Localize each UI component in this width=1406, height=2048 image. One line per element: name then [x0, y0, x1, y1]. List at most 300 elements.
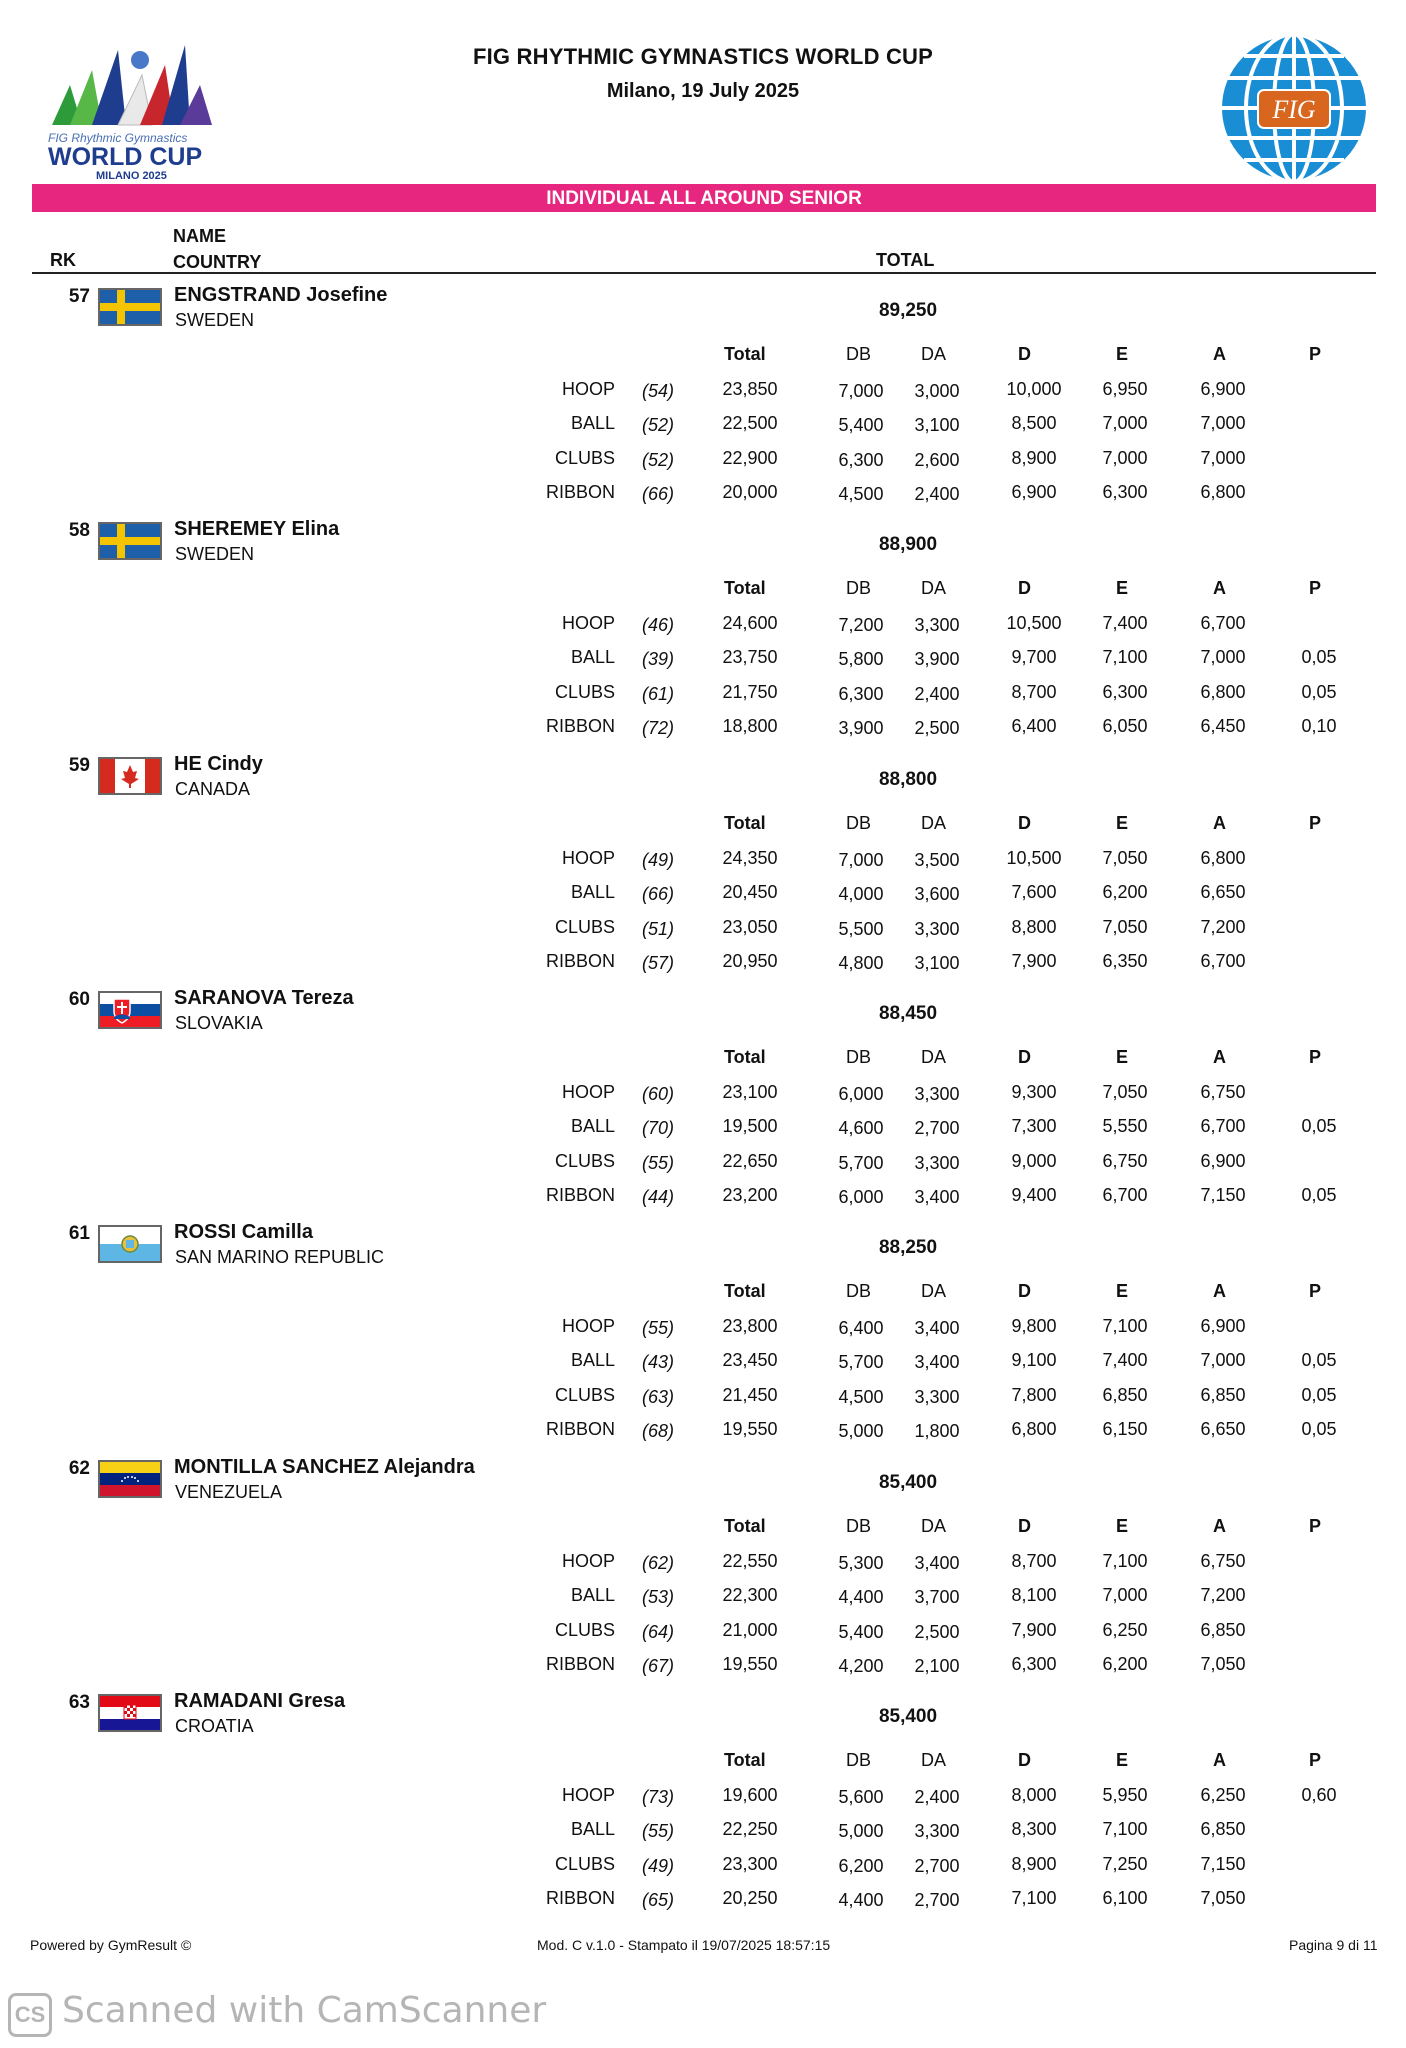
apparatus-d: 8,300 [1011, 1819, 1057, 1839]
apparatus-total: 22,650 [722, 1151, 778, 1171]
apparatus-p: 0,05 [1301, 1419, 1337, 1439]
apparatus-row [0, 1854, 1406, 1884]
athlete-name: HE Cindy [174, 753, 263, 775]
athlete-rank: 60 [68, 989, 90, 1010]
apparatus-name: RIBBON [545, 1419, 615, 1439]
subheader-da: DA [921, 1516, 947, 1536]
apparatus-d: 9,700 [1011, 647, 1057, 667]
apparatus-a: 7,000 [1200, 448, 1246, 468]
apparatus-row [0, 716, 1406, 746]
apparatus-name: HOOP [561, 1082, 615, 1102]
apparatus-a: 6,650 [1200, 1419, 1246, 1439]
apparatus-a: 7,200 [1200, 1585, 1246, 1605]
apparatus-d: 8,900 [1011, 1854, 1057, 1874]
athlete-total: 85,400 [878, 1706, 938, 1727]
subheader-db: DB [846, 578, 872, 598]
athlete-rank: 57 [68, 286, 90, 307]
apparatus-name: HOOP [561, 1785, 615, 1805]
apparatus-p: 0,05 [1301, 647, 1337, 667]
apparatus-a: 7,150 [1200, 1185, 1246, 1205]
apparatus-name: BALL [570, 647, 615, 667]
apparatus-row [0, 448, 1406, 478]
apparatus-d: 8,800 [1011, 917, 1057, 937]
subheader-da: DA [921, 1047, 947, 1067]
apparatus-total: 22,550 [722, 1551, 778, 1571]
apparatus-p: 0,05 [1301, 1116, 1337, 1136]
apparatus-db: 4,600 [838, 1118, 884, 1138]
subheader-a: A [1213, 344, 1226, 364]
apparatus-total: 22,250 [722, 1819, 778, 1839]
subheader-total: Total [724, 813, 766, 833]
apparatus-db: 6,000 [838, 1187, 884, 1207]
apparatus-db: 4,400 [838, 1890, 884, 1910]
apparatus-da: 3,300 [914, 1387, 960, 1407]
apparatus-d: 9,800 [1011, 1316, 1057, 1336]
apparatus-rank: (57) [641, 953, 674, 973]
apparatus-row [0, 1785, 1406, 1815]
subheader-db: DB [846, 1750, 872, 1770]
apparatus-name: RIBBON [545, 1185, 615, 1205]
apparatus-total: 21,750 [722, 682, 778, 702]
apparatus-d: 10,500 [1006, 613, 1062, 633]
apparatus-da: 3,500 [914, 850, 960, 870]
apparatus-db: 7,200 [838, 615, 884, 635]
apparatus-e: 5,550 [1102, 1116, 1148, 1136]
apparatus-name: CLUBS [554, 682, 615, 702]
apparatus-d: 6,300 [1011, 1654, 1057, 1674]
apparatus-total: 24,600 [722, 613, 778, 633]
apparatus-name: HOOP [561, 1551, 615, 1571]
apparatus-da: 3,400 [914, 1187, 960, 1207]
apparatus-row [0, 647, 1406, 677]
apparatus-e: 7,100 [1102, 1551, 1148, 1571]
apparatus-d: 6,900 [1011, 482, 1057, 502]
document-subtitle: Milano, 19 July 2025 [606, 80, 800, 102]
apparatus-db: 6,000 [838, 1084, 884, 1104]
apparatus-db: 3,900 [838, 718, 884, 738]
subheader-p: P [1309, 1750, 1322, 1770]
apparatus-da: 2,700 [914, 1890, 960, 1910]
apparatus-db: 4,000 [838, 884, 884, 904]
header-divider [32, 272, 1376, 274]
apparatus-a: 7,000 [1200, 1350, 1246, 1370]
apparatus-e: 7,050 [1102, 917, 1148, 937]
apparatus-e: 7,400 [1102, 1350, 1148, 1370]
subheader-e: E [1116, 344, 1129, 364]
apparatus-e: 6,700 [1102, 1185, 1148, 1205]
apparatus-da: 2,600 [914, 450, 960, 470]
subheader-d: D [1018, 344, 1031, 364]
apparatus-total: 23,300 [722, 1854, 778, 1874]
apparatus-a: 6,900 [1200, 379, 1246, 399]
athlete-country: SLOVAKIA [175, 1013, 263, 1033]
apparatus-e: 6,200 [1102, 882, 1148, 902]
apparatus-rank: (55) [641, 1153, 674, 1173]
column-header-total: TOTAL [876, 250, 935, 270]
subheader-a: A [1213, 813, 1226, 833]
subheader-p: P [1309, 1281, 1322, 1301]
athlete-block [0, 755, 1406, 989]
apparatus-name: RIBBON [545, 482, 615, 502]
apparatus-rank: (62) [641, 1553, 674, 1573]
apparatus-rank: (53) [641, 1587, 674, 1607]
apparatus-e: 6,300 [1102, 482, 1148, 502]
athlete-total: 85,400 [878, 1472, 938, 1493]
apparatus-d: 9,300 [1011, 1082, 1057, 1102]
apparatus-e: 5,950 [1102, 1785, 1148, 1805]
apparatus-da: 3,300 [914, 919, 960, 939]
column-header-country: COUNTRY [173, 252, 262, 272]
logo-wordmark: WORLD CUP [48, 143, 203, 171]
apparatus-d: 10,500 [1006, 848, 1062, 868]
apparatus-d: 7,900 [1011, 951, 1057, 971]
apparatus-db: 6,400 [838, 1318, 884, 1338]
apparatus-a: 6,900 [1200, 1316, 1246, 1336]
apparatus-rank: (72) [641, 718, 674, 738]
apparatus-total: 19,550 [722, 1419, 778, 1439]
apparatus-d: 7,900 [1011, 1620, 1057, 1640]
apparatus-d: 10,000 [1006, 379, 1062, 399]
athlete-block [0, 520, 1406, 754]
athlete-rank: 62 [68, 1458, 90, 1479]
athlete-country: CROATIA [175, 1716, 254, 1736]
apparatus-name: RIBBON [545, 1888, 615, 1908]
apparatus-e: 6,850 [1102, 1385, 1148, 1405]
athlete-block [0, 1692, 1406, 1926]
apparatus-total: 20,450 [722, 882, 778, 902]
apparatus-total: 22,300 [722, 1585, 778, 1605]
column-header-name: NAME [173, 226, 226, 246]
athlete-name: SHEREMEY Elina [174, 518, 340, 540]
apparatus-e: 6,350 [1102, 951, 1148, 971]
subheader-e: E [1116, 1047, 1129, 1067]
apparatus-total: 19,550 [722, 1654, 778, 1674]
apparatus-a: 6,650 [1200, 882, 1246, 902]
apparatus-row [0, 848, 1406, 878]
subheader-db: DB [846, 1047, 872, 1067]
sweden-flag [98, 522, 162, 560]
apparatus-p: 0,10 [1301, 716, 1337, 736]
apparatus-d: 7,300 [1011, 1116, 1057, 1136]
category-label: INDIVIDUAL ALL AROUND SENIOR [546, 188, 862, 209]
apparatus-rank: (39) [641, 649, 674, 669]
apparatus-db: 5,700 [838, 1352, 884, 1372]
apparatus-name: BALL [570, 413, 615, 433]
apparatus-e: 6,050 [1102, 716, 1148, 736]
apparatus-a: 7,000 [1200, 413, 1246, 433]
apparatus-row [0, 1185, 1406, 1215]
apparatus-db: 4,500 [838, 484, 884, 504]
subheader-d: D [1018, 1047, 1031, 1067]
apparatus-d: 9,100 [1011, 1350, 1057, 1370]
subheader-a: A [1213, 1281, 1226, 1301]
apparatus-e: 6,950 [1102, 379, 1148, 399]
apparatus-name: HOOP [561, 848, 615, 868]
camscanner-icon: CS [8, 1993, 52, 2037]
apparatus-a: 7,050 [1200, 1654, 1246, 1674]
apparatus-da: 3,000 [914, 381, 960, 401]
apparatus-a: 6,700 [1200, 613, 1246, 633]
subheader-da: DA [921, 1281, 947, 1301]
apparatus-e: 6,150 [1102, 1419, 1148, 1439]
apparatus-total: 21,450 [722, 1385, 778, 1405]
athlete-total: 89,250 [878, 300, 938, 321]
apparatus-total: 23,050 [722, 917, 778, 937]
apparatus-db: 7,000 [838, 850, 884, 870]
athlete-total: 88,450 [878, 1003, 938, 1024]
apparatus-a: 6,250 [1200, 1785, 1246, 1805]
athlete-total: 88,800 [878, 769, 938, 790]
apparatus-da: 3,900 [914, 649, 960, 669]
apparatus-total: 23,100 [722, 1082, 778, 1102]
apparatus-db: 5,400 [838, 1622, 884, 1642]
apparatus-da: 3,100 [914, 415, 960, 435]
apparatus-rank: (61) [641, 684, 674, 704]
apparatus-db: 4,400 [838, 1587, 884, 1607]
apparatus-db: 5,000 [838, 1821, 884, 1841]
apparatus-row [0, 1620, 1406, 1650]
apparatus-e: 7,100 [1102, 1819, 1148, 1839]
athlete-block [0, 1223, 1406, 1457]
apparatus-row [0, 1385, 1406, 1415]
apparatus-a: 6,800 [1200, 482, 1246, 502]
apparatus-rank: (52) [641, 450, 674, 470]
apparatus-rank: (49) [641, 850, 674, 870]
apparatus-d: 6,400 [1011, 716, 1057, 736]
apparatus-rank: (64) [641, 1622, 674, 1642]
apparatus-da: 2,500 [914, 718, 960, 738]
athlete-name: RAMADANI Gresa [174, 1690, 346, 1712]
apparatus-d: 8,900 [1011, 448, 1057, 468]
apparatus-rank: (67) [641, 1656, 674, 1676]
apparatus-a: 6,750 [1200, 1082, 1246, 1102]
apparatus-total: 23,450 [722, 1350, 778, 1370]
apparatus-db: 5,800 [838, 649, 884, 669]
footer-print-info: Mod. C v.1.0 - Stampato il 19/07/2025 18:57:15 [537, 1937, 831, 1953]
apparatus-d: 9,400 [1011, 1185, 1057, 1205]
footer-powered-by: Powered by GymResult © [30, 1937, 192, 1953]
subheader-total: Total [724, 1281, 766, 1301]
apparatus-row [0, 1151, 1406, 1181]
subheader-a: A [1213, 1047, 1226, 1067]
apparatus-name: BALL [570, 1585, 615, 1605]
apparatus-row [0, 1116, 1406, 1146]
apparatus-total: 20,950 [722, 951, 778, 971]
subheader-total: Total [724, 344, 766, 364]
apparatus-row [0, 1419, 1406, 1449]
apparatus-db: 5,700 [838, 1153, 884, 1173]
apparatus-a: 6,900 [1200, 1151, 1246, 1171]
apparatus-da: 3,600 [914, 884, 960, 904]
apparatus-da: 2,400 [914, 484, 960, 504]
apparatus-db: 4,500 [838, 1387, 884, 1407]
subheader-d: D [1018, 1281, 1031, 1301]
slovakia-flag [98, 991, 162, 1029]
apparatus-a: 6,450 [1200, 716, 1246, 736]
subheader-a: A [1213, 1750, 1226, 1770]
apparatus-da: 3,400 [914, 1553, 960, 1573]
apparatus-a: 6,850 [1200, 1819, 1246, 1839]
apparatus-rank: (49) [641, 1856, 674, 1876]
apparatus-total: 23,750 [722, 647, 778, 667]
apparatus-total: 20,250 [722, 1888, 778, 1908]
apparatus-a: 7,200 [1200, 917, 1246, 937]
apparatus-e: 6,200 [1102, 1654, 1148, 1674]
apparatus-total: 23,850 [722, 379, 778, 399]
subheader-da: DA [921, 1750, 947, 1770]
apparatus-d: 8,100 [1011, 1585, 1057, 1605]
apparatus-d: 7,600 [1011, 882, 1057, 902]
apparatus-d: 8,700 [1011, 682, 1057, 702]
apparatus-d: 8,000 [1011, 1785, 1057, 1805]
apparatus-row [0, 1654, 1406, 1684]
apparatus-row [0, 682, 1406, 712]
canada-flag [98, 757, 162, 795]
apparatus-a: 6,800 [1200, 682, 1246, 702]
athlete-block [0, 286, 1406, 520]
subheader-p: P [1309, 578, 1322, 598]
apparatus-total: 18,800 [722, 716, 778, 736]
apparatus-e: 7,050 [1102, 848, 1148, 868]
apparatus-rank: (43) [641, 1352, 674, 1372]
subheader-e: E [1116, 578, 1129, 598]
apparatus-rank: (66) [641, 884, 674, 904]
subheader-da: DA [921, 813, 947, 833]
apparatus-name: CLUBS [554, 1620, 615, 1640]
apparatus-a: 7,000 [1200, 647, 1246, 667]
apparatus-e: 7,100 [1102, 647, 1148, 667]
apparatus-da: 3,300 [914, 1084, 960, 1104]
apparatus-name: BALL [570, 1350, 615, 1370]
apparatus-rank: (55) [641, 1821, 674, 1841]
apparatus-row [0, 882, 1406, 912]
subheader-db: DB [846, 1281, 872, 1301]
athlete-rank: 59 [68, 755, 90, 776]
fig-logo-text: FIG [1272, 95, 1316, 124]
apparatus-row [0, 1888, 1406, 1918]
apparatus-da: 2,700 [914, 1856, 960, 1876]
apparatus-total: 20,000 [722, 482, 778, 502]
apparatus-d: 8,700 [1011, 1551, 1057, 1571]
subheader-db: DB [846, 813, 872, 833]
apparatus-da: 2,400 [914, 1787, 960, 1807]
apparatus-rank: (63) [641, 1387, 674, 1407]
athlete-total: 88,900 [878, 534, 938, 555]
subheader-p: P [1309, 813, 1322, 833]
athlete-country: CANADA [175, 779, 251, 799]
apparatus-total: 19,600 [722, 1785, 778, 1805]
apparatus-db: 5,300 [838, 1553, 884, 1573]
athlete-rank: 63 [68, 1692, 90, 1713]
apparatus-rank: (46) [641, 615, 674, 635]
apparatus-e: 6,100 [1102, 1888, 1148, 1908]
apparatus-e: 6,250 [1102, 1620, 1148, 1640]
apparatus-da: 2,400 [914, 684, 960, 704]
subheader-a: A [1213, 1516, 1226, 1536]
apparatus-e: 6,300 [1102, 682, 1148, 702]
apparatus-row [0, 917, 1406, 947]
apparatus-name: CLUBS [554, 448, 615, 468]
apparatus-db: 5,000 [838, 1421, 884, 1441]
apparatus-name: BALL [570, 882, 615, 902]
apparatus-row [0, 1585, 1406, 1615]
subheader-p: P [1309, 1047, 1322, 1067]
apparatus-db: 6,300 [838, 684, 884, 704]
apparatus-db: 7,000 [838, 381, 884, 401]
apparatus-a: 7,150 [1200, 1854, 1246, 1874]
croatia-flag [98, 1694, 162, 1732]
camscanner-watermark: Scanned with CamScanner [62, 1990, 547, 2031]
apparatus-name: RIBBON [545, 1654, 615, 1674]
subheader-total: Total [724, 1516, 766, 1536]
apparatus-d: 8,500 [1011, 413, 1057, 433]
apparatus-db: 6,200 [838, 1856, 884, 1876]
subheader-e: E [1116, 1281, 1129, 1301]
apparatus-p: 0,60 [1301, 1785, 1337, 1805]
apparatus-e: 7,000 [1102, 1585, 1148, 1605]
san-marino-flag [98, 1225, 162, 1263]
athlete-country: SWEDEN [175, 310, 255, 330]
subheader-db: DB [846, 344, 872, 364]
subheader-da: DA [921, 344, 947, 364]
subheader-p: P [1309, 1516, 1322, 1536]
athlete-block [0, 1458, 1406, 1692]
subheader-da: DA [921, 578, 947, 598]
apparatus-d: 7,100 [1011, 1888, 1057, 1908]
athlete-name: ENGSTRAND Josefine [174, 284, 388, 306]
apparatus-e: 7,100 [1102, 1316, 1148, 1336]
subheader-d: D [1018, 1516, 1031, 1536]
apparatus-total: 22,900 [722, 448, 778, 468]
apparatus-name: CLUBS [554, 1854, 615, 1874]
apparatus-p: 0,05 [1301, 1385, 1337, 1405]
apparatus-rank: (73) [641, 1787, 674, 1807]
athlete-name: SARANOVA Tereza [174, 987, 354, 1009]
category-band [32, 184, 1376, 212]
athlete-total: 88,250 [878, 1237, 938, 1258]
apparatus-db: 5,600 [838, 1787, 884, 1807]
logo-event: MILANO 2025 [96, 170, 167, 180]
athlete-rank: 61 [68, 1223, 90, 1244]
apparatus-rank: (55) [641, 1318, 674, 1338]
subheader-d: D [1018, 578, 1031, 598]
subheader-total: Total [724, 1750, 766, 1770]
apparatus-row [0, 1551, 1406, 1581]
apparatus-row [0, 1350, 1406, 1380]
apparatus-db: 6,300 [838, 450, 884, 470]
apparatus-a: 6,800 [1200, 848, 1246, 868]
apparatus-e: 7,000 [1102, 448, 1148, 468]
apparatus-name: HOOP [561, 379, 615, 399]
apparatus-a: 6,850 [1200, 1620, 1246, 1640]
apparatus-a: 6,850 [1200, 1385, 1246, 1405]
fig-globe-logo [1214, 28, 1374, 188]
subheader-total: Total [724, 1047, 766, 1067]
apparatus-a: 7,050 [1200, 1888, 1246, 1908]
subheader-total: Total [724, 578, 766, 598]
apparatus-da: 2,700 [914, 1118, 960, 1138]
apparatus-da: 3,700 [914, 1587, 960, 1607]
apparatus-name: CLUBS [554, 917, 615, 937]
apparatus-total: 24,350 [722, 848, 778, 868]
apparatus-rank: (51) [641, 919, 674, 939]
apparatus-row [0, 1082, 1406, 1112]
apparatus-da: 3,400 [914, 1318, 960, 1338]
apparatus-name: CLUBS [554, 1385, 615, 1405]
logo-caption: FIG Rhythmic Gymnastics [48, 131, 188, 145]
apparatus-e: 7,400 [1102, 613, 1148, 633]
venezuela-flag [98, 1460, 162, 1498]
